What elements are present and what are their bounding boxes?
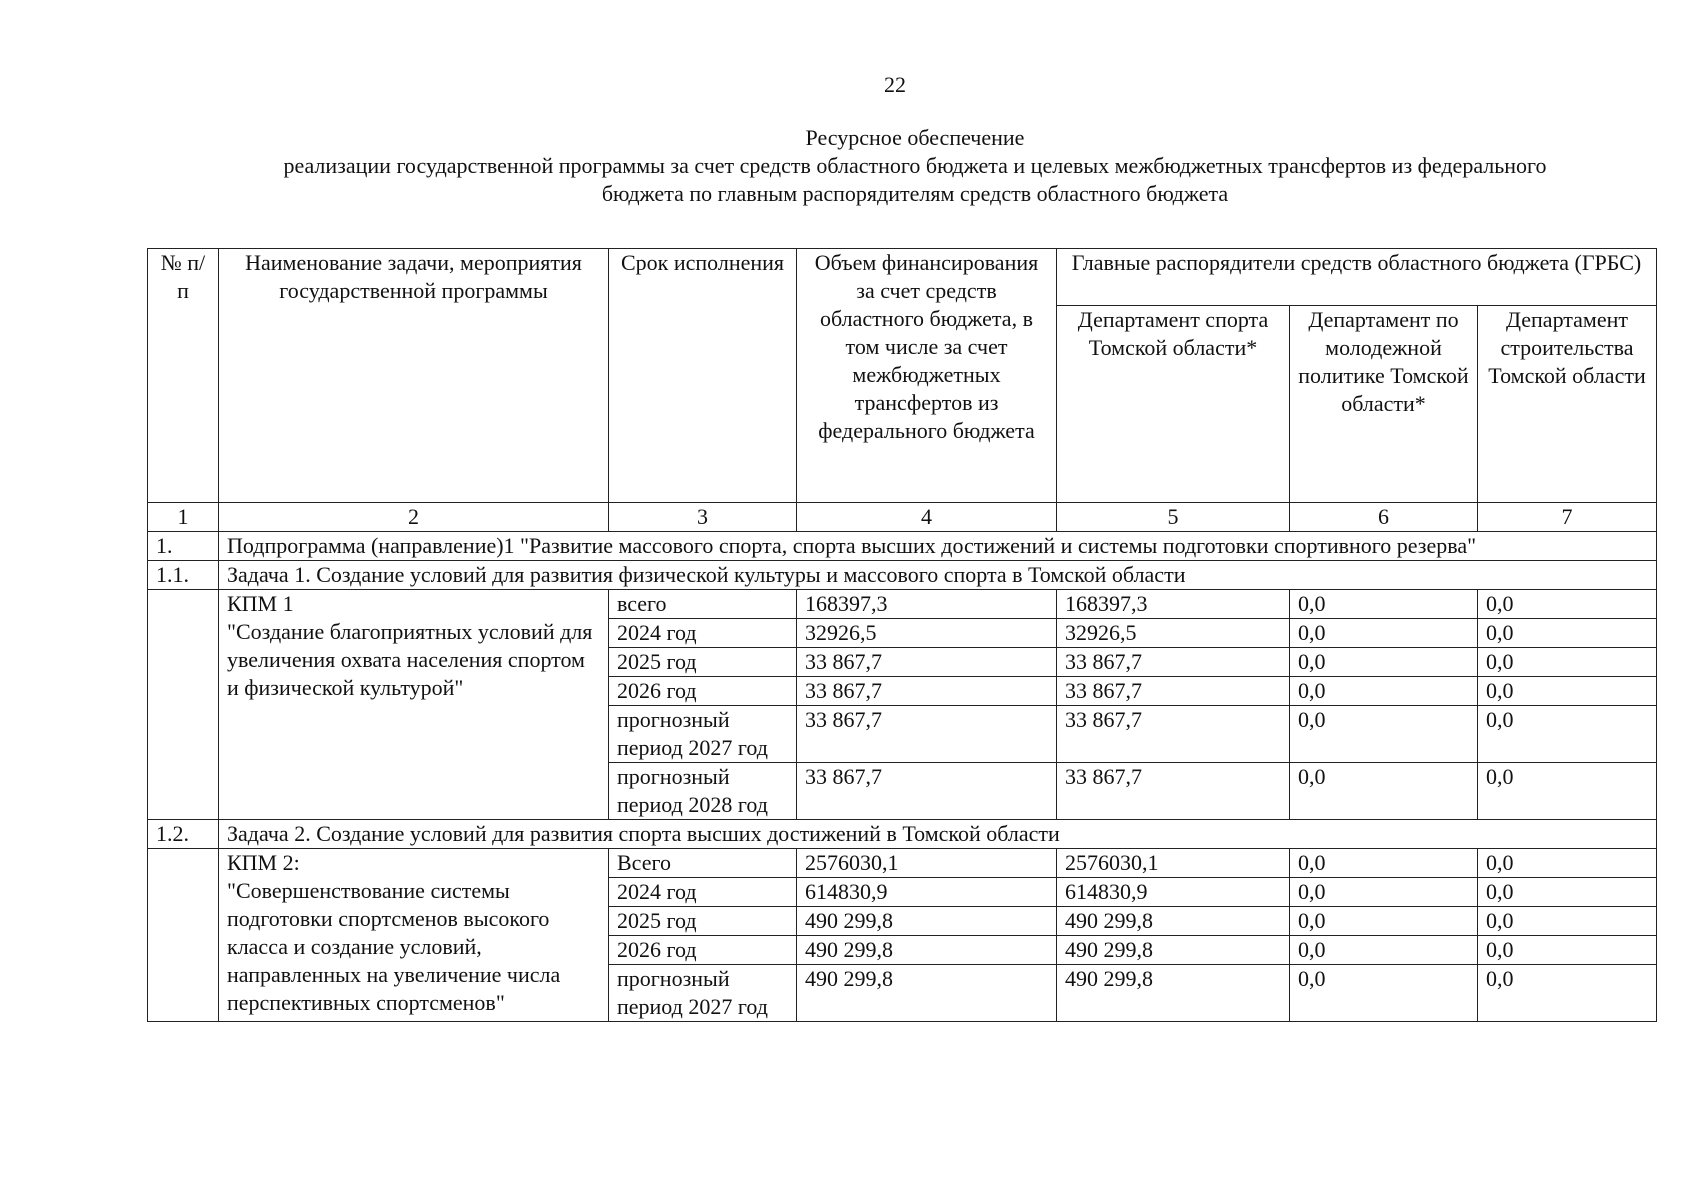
youth-dept-cell: 0,0: [1290, 965, 1478, 1022]
title-line-1: Ресурсное обеспечение: [805, 125, 1025, 150]
youth-dept-cell: 0,0: [1290, 936, 1478, 965]
task-row: [148, 561, 1657, 590]
col-number: 2: [219, 503, 609, 532]
youth-dept-cell: 0,0: [1290, 619, 1478, 648]
total-cell: 614830,9: [797, 878, 1057, 907]
header-col-7: Департамент строительства Томской области: [1478, 306, 1657, 503]
kpm-name: "Совершенствование системы подготовки спортсменов высокого класса и создание условий, направленных на увеличение числа перспективных спортсменов": [227, 878, 561, 1015]
total-cell: 33 867,7: [797, 706, 1057, 763]
period-cell: всего: [609, 590, 797, 619]
sport-dept-cell: 2576030,1: [1057, 849, 1290, 878]
youth-dept-cell: 0,0: [1290, 648, 1478, 677]
col-number: 5: [1057, 503, 1290, 532]
col-number: 4: [797, 503, 1057, 532]
period-cell: 2025 год: [609, 907, 797, 936]
empty-number-cell: [148, 849, 219, 1022]
youth-dept-cell: 0,0: [1290, 677, 1478, 706]
kpm-name: "Создание благоприятных условий для увеличения охвата населения спортом и физической культурой": [227, 619, 593, 700]
period-cell: прогнозный период 2028 год: [609, 763, 797, 820]
period-cell: 2026 год: [609, 677, 797, 706]
sport-dept-cell: 168397,3: [1057, 590, 1290, 619]
youth-dept-cell: 0,0: [1290, 878, 1478, 907]
sport-dept-cell: 32926,5: [1057, 619, 1290, 648]
period-cell: 2025 год: [609, 648, 797, 677]
period-cell: 2024 год: [609, 878, 797, 907]
task-number: 1.1.: [148, 561, 219, 590]
sport-dept-cell: 33 867,7: [1057, 677, 1290, 706]
construction-dept-cell: 0,0: [1478, 677, 1657, 706]
resource-table: [147, 248, 1657, 1022]
sport-dept-cell: 33 867,7: [1057, 763, 1290, 820]
construction-dept-cell: 0,0: [1478, 706, 1657, 763]
sport-dept-cell: 33 867,7: [1057, 706, 1290, 763]
header-col-3: Срок исполнения: [609, 249, 797, 503]
construction-dept-cell: 0,0: [1478, 648, 1657, 677]
header-col-6: Департамент по молодежной политике Томской области*: [1290, 306, 1478, 503]
total-cell: 490 299,8: [797, 907, 1057, 936]
sport-dept-cell: 490 299,8: [1057, 965, 1290, 1022]
youth-dept-cell: 0,0: [1290, 590, 1478, 619]
construction-dept-cell: 0,0: [1478, 590, 1657, 619]
subprogram-number: 1.: [148, 532, 219, 561]
construction-dept-cell: 0,0: [1478, 849, 1657, 878]
header-col-4: Объем финансирования за счет средств областного бюджета, в том числе за счет межбюджетных трансфертов из федерального бюджета: [797, 249, 1057, 503]
youth-dept-cell: 0,0: [1290, 849, 1478, 878]
title-line-3: бюджета по главным распорядителям средств областного бюджета: [601, 181, 1229, 206]
kpm-description: [219, 849, 609, 1022]
youth-dept-cell: 0,0: [1290, 763, 1478, 820]
total-cell: 490 299,8: [797, 936, 1057, 965]
kpm-description: [219, 590, 609, 820]
col-number: 6: [1290, 503, 1478, 532]
sport-dept-cell: 490 299,8: [1057, 907, 1290, 936]
total-cell: 490 299,8: [797, 965, 1057, 1022]
sport-dept-cell: 490 299,8: [1057, 936, 1290, 965]
youth-dept-cell: 0,0: [1290, 706, 1478, 763]
construction-dept-cell: 0,0: [1478, 763, 1657, 820]
total-cell: 33 867,7: [797, 677, 1057, 706]
sport-dept-cell: 33 867,7: [1057, 648, 1290, 677]
header-col-2: Наименование задачи, мероприятия государственной программы: [219, 249, 609, 503]
total-cell: 33 867,7: [797, 648, 1057, 677]
construction-dept-cell: 0,0: [1478, 878, 1657, 907]
kpm-title: КПМ 1: [227, 591, 294, 616]
construction-dept-cell: 0,0: [1478, 907, 1657, 936]
header-col-5: Департамент спорта Томской области*: [1057, 306, 1290, 503]
total-cell: 33 867,7: [797, 763, 1057, 820]
header-col-1: № п/п: [148, 249, 219, 503]
period-cell: прогнозный период 2027 год: [609, 965, 797, 1022]
document-title: [140, 124, 1690, 208]
construction-dept-cell: 0,0: [1478, 965, 1657, 1022]
task-title: Задача 1. Создание условий для развития физической культуры и массового спорта в Томской области: [219, 561, 1657, 590]
construction-dept-cell: 0,0: [1478, 619, 1657, 648]
kpm-title: КПМ 2:: [227, 850, 300, 875]
total-cell: 2576030,1: [797, 849, 1057, 878]
task-number: 1.2.: [148, 820, 219, 849]
period-cell: Всего: [609, 849, 797, 878]
period-cell: прогнозный период 2027 год: [609, 706, 797, 763]
page-number: 22: [884, 72, 906, 97]
header-grbs: Главные распорядители средств областного бюджета (ГРБС): [1057, 249, 1657, 306]
sport-dept-cell: 614830,9: [1057, 878, 1290, 907]
col-number: 7: [1478, 503, 1657, 532]
subprogram-title: Подпрограмма (направление)1 "Развитие массового спорта, спорта высших достижений и системы подготовки спортивного резерва": [219, 532, 1657, 561]
header-row: [148, 249, 1657, 306]
task-row: [148, 820, 1657, 849]
task-title: Задача 2. Создание условий для развития спорта высших достижений в Томской области: [219, 820, 1657, 849]
title-line-2: реализации государственной программы за счет средств областного бюджета и целевых межбюджетных трансфертов из федерального: [283, 153, 1547, 178]
youth-dept-cell: 0,0: [1290, 907, 1478, 936]
col-number: 3: [609, 503, 797, 532]
total-cell: 32926,5: [797, 619, 1057, 648]
table-row: [148, 849, 1657, 878]
period-cell: 2024 год: [609, 619, 797, 648]
table-row: [148, 590, 1657, 619]
column-number-row: [148, 503, 1657, 532]
period-cell: 2026 год: [609, 936, 797, 965]
empty-number-cell: [148, 590, 219, 820]
subprogram-row: [148, 532, 1657, 561]
col-number: 1: [148, 503, 219, 532]
total-cell: 168397,3: [797, 590, 1057, 619]
construction-dept-cell: 0,0: [1478, 936, 1657, 965]
